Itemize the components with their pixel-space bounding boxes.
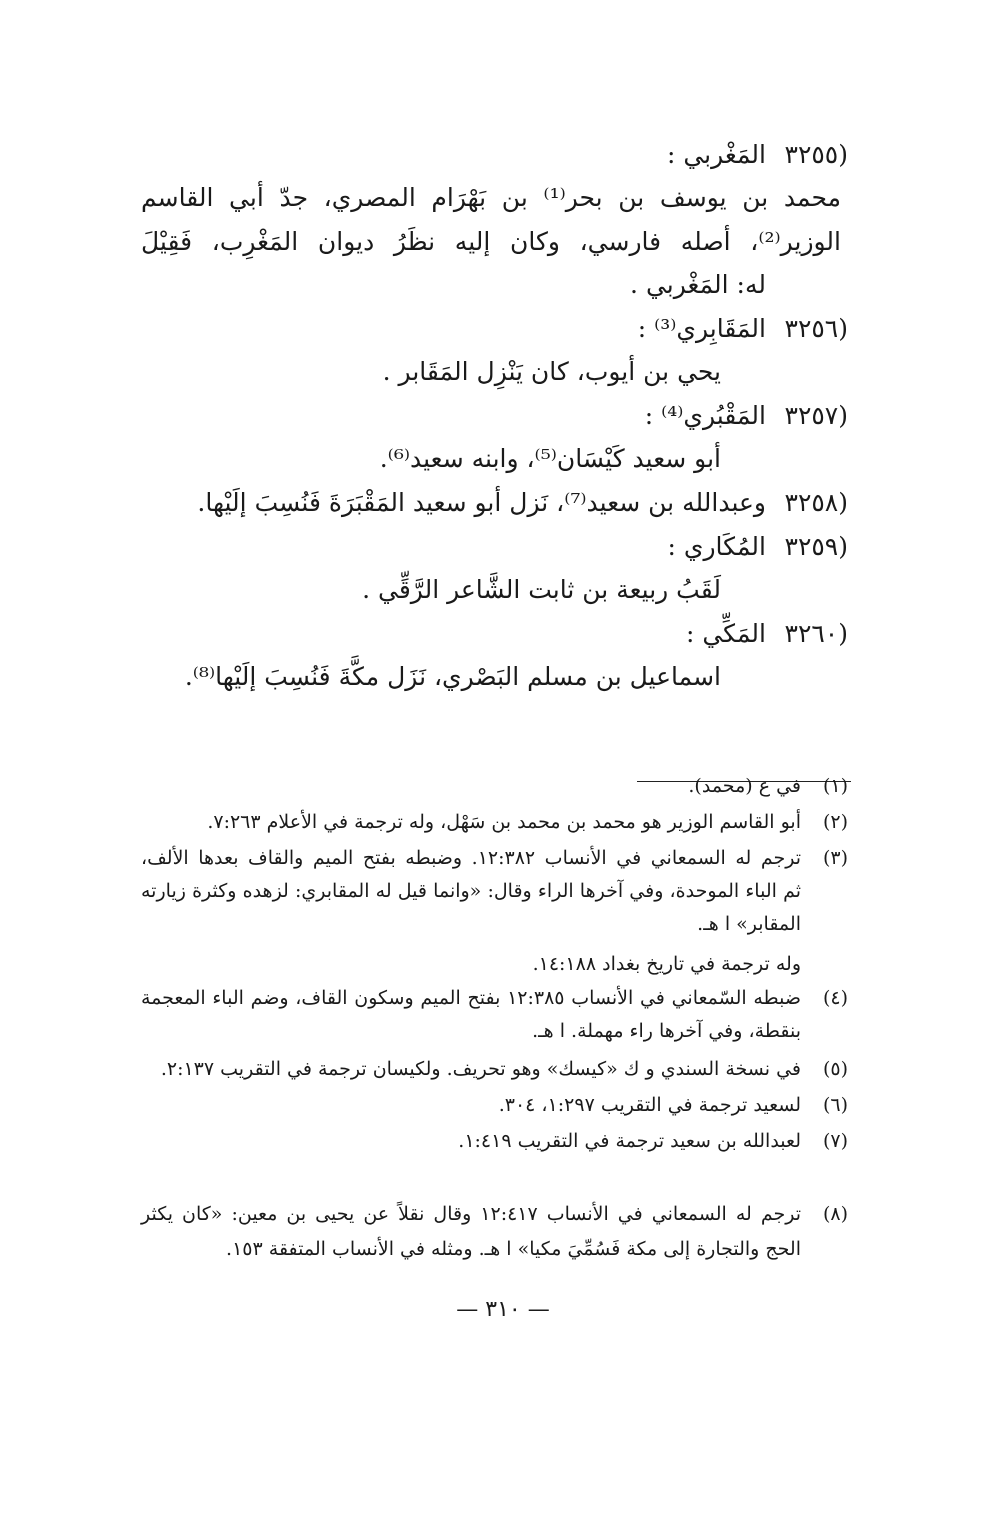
footnote-line: ترجم له السمعاني في الأنساب ١٢:٣٨٢. وضبطه بفتح الميم والقاف بعدها الألف،: [141, 847, 801, 869]
entry-number: ٣٢٥٥): [784, 140, 848, 169]
footnote-line: لعبدالله بن سعيد ترجمة في التقريب ١:٤١٩.: [458, 1130, 801, 1152]
entry-heading: المَقَابِري⁽³⁾ :: [637, 314, 766, 343]
entry-heading: المَقْبُري⁽⁴⁾ :: [644, 401, 766, 430]
footnote-line: ثم الباء الموحدة، وفي آخرها الراء وقال: «وانما قيل له المقابري: لزهده وكثرة زيارته: [141, 880, 801, 902]
entry-text-line: محمد بن يوسف بن بحر⁽¹⁾ بن بَهْرَام المصري، جدّ أبي القاسم: [141, 183, 841, 212]
footnote-number: (٨): [822, 1203, 848, 1225]
footnote-line: المقابر» ا هـ.: [697, 913, 801, 935]
footnote-line: لسعيد ترجمة في التقريب ١:٢٩٧، ٣٠٤.: [498, 1094, 801, 1116]
entry-text-line: اسماعيل بن مسلم البَصْري، نَزَل مكَّةَ فَنُسِبَ إلَيْها⁽⁸⁾.: [184, 662, 721, 691]
footnote-line: الحج والتجارة إلى مكة فَسُمِّيَ مكيا» ا هـ. ومثله في الأنساب المتفقة ١٥٣.: [226, 1238, 801, 1260]
footnote-number: (٥): [822, 1058, 848, 1080]
footnote-line: وله ترجمة في تاريخ بغداد ١٤:١٨٨.: [532, 953, 801, 975]
entry-heading: المَكِّي :: [685, 619, 766, 648]
footnote-number: (٤): [822, 987, 848, 1009]
entry-heading: المُكَاري :: [667, 532, 766, 561]
footnote-line: في ع (محمد).: [688, 775, 801, 797]
page-number: — ٣١٠ —: [456, 1297, 550, 1322]
entry-heading: وعبدالله بن سعيد⁽⁷⁾، نَزل أبو سعيد المَقْبَرَةَ فَنُسِبَ إلَيْها.: [197, 488, 766, 517]
entry-text-line: له: المَغْربي .: [630, 270, 766, 299]
entry-text-line: يحي بن أيوب، كان يَنْزِل المَقَابر .: [382, 357, 721, 386]
footnote-number: (٢): [822, 811, 848, 833]
entry-text-line: الوزير⁽²⁾، أصله فارسي، وكان إليه نظَرُ ديوان المَغْرِب، فَقِيْلَ: [141, 227, 841, 256]
entry-number: ٣٢٥٦): [784, 314, 848, 343]
footnote-number: (٧): [822, 1130, 848, 1152]
footnote-line: ضبطه السّمعاني في الأنساب ١٢:٣٨٥ بفتح الميم وسكون القاف، وضم الباء المعجمة: [141, 987, 802, 1009]
footnote-number: (٣): [822, 847, 848, 869]
entry-number: ٣٢٥٧): [784, 401, 848, 430]
entry-number: ٣٢٦٠): [784, 619, 848, 648]
entry-number: ٣٢٥٩): [784, 532, 848, 561]
entry-text-line: أبو سعيد كَيْسَان⁽⁵⁾، وابنه سعيد⁽⁶⁾.: [379, 444, 721, 473]
entry-heading: المَغْربي :: [666, 140, 766, 169]
footnote-line: ترجم له السمعاني في الأنساب ١٢:٤١٧ وقال نقلاً عن يحيى بن معين: «كان يكثر: [141, 1203, 801, 1225]
footnote-number: (١): [822, 775, 848, 797]
footnote-line: بنقطة، وفي آخرها راء مهملة. ا هـ.: [532, 1020, 801, 1042]
entry-text-line: لَقَبُ ربيعة بن ثابت الشَّاعر الرَّقِّي .: [362, 575, 721, 604]
footnote-line: أبو القاسم الوزير هو محمد بن محمد بن سَهْل، وله ترجمة في الأعلام ٧:٢٦٣.: [207, 811, 801, 833]
entry-number: ٣٢٥٨): [784, 488, 848, 517]
footnote-number: (٦): [822, 1094, 848, 1116]
footnote-line: في نسخة السندي و ك «كيسك» وهو تحريف. ولكيسان ترجمة في التقريب ٢:١٣٧.: [160, 1058, 801, 1080]
